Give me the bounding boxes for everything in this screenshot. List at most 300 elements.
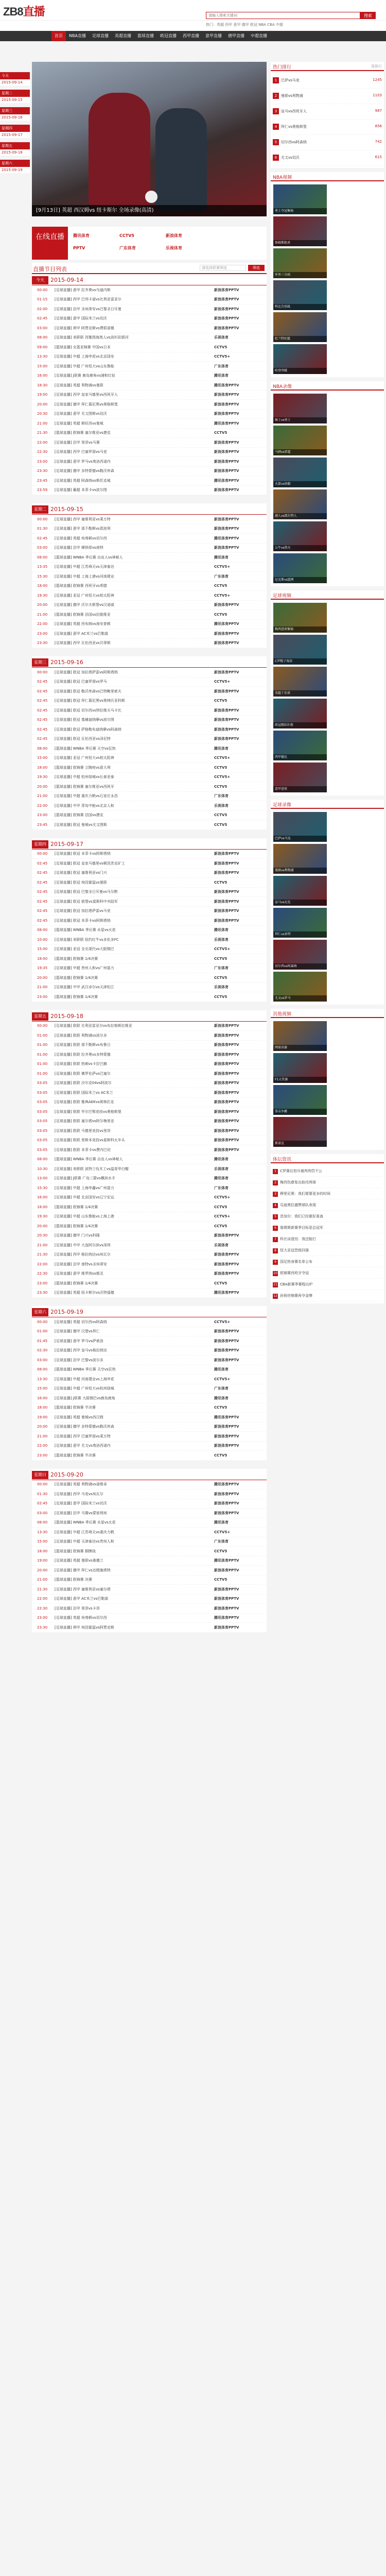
schedule-row[interactable] xyxy=(32,1098,267,1108)
match-title[interactable]: [足球直播] 欧联 本菲卡vs费内巴切 xyxy=(55,1147,111,1152)
schedule-row[interactable] xyxy=(32,916,267,926)
match-channel[interactable]: 新浪体育PPTV xyxy=(214,670,239,674)
schedule-row[interactable] xyxy=(32,448,267,457)
match-title[interactable]: [足球直播] 欧联 拉齐奥vs多特蒙德 xyxy=(55,1052,111,1057)
schedule-row[interactable] xyxy=(32,754,267,764)
match-title[interactable]: [篮球直播] 欧锦赛 铜牌战 xyxy=(55,1549,96,1553)
schedule-row[interactable] xyxy=(32,850,267,859)
schedule-row[interactable] xyxy=(32,515,267,524)
schedule-row[interactable] xyxy=(32,1614,267,1623)
video-caption[interactable]: 公牛vs热火 xyxy=(273,545,327,551)
schedule-row[interactable] xyxy=(32,1145,267,1155)
video-caption[interactable]: 意甲进球 xyxy=(273,786,327,792)
video-thumbnail[interactable] xyxy=(273,394,327,423)
video-caption[interactable]: 曼联vs利物浦 xyxy=(273,868,327,874)
match-title[interactable]: [篮球直播] 欧锦赛 半决赛 xyxy=(55,1405,96,1410)
match-title[interactable]: [篮球直播] 欧锦赛 法国vs捷克 xyxy=(55,813,103,818)
match-channel[interactable]: CCTV5+ xyxy=(214,947,231,952)
match-title[interactable]: [足球直播] 中超 江苏舜天vs重庆力帆 xyxy=(55,1530,114,1534)
schedule-row[interactable] xyxy=(32,668,267,677)
match-channel[interactable]: 腾讯体育PPTV xyxy=(214,1482,239,1487)
match-channel[interactable]: 腾讯体育PPTV xyxy=(214,383,239,387)
schedule-row[interactable] xyxy=(32,1031,267,1041)
schedule-row[interactable] xyxy=(32,1136,267,1146)
match-channel[interactable]: 新浪体育PPTV xyxy=(214,1444,239,1448)
match-title[interactable]: [足球直播] 英超 阿森纳vs斯托克城 xyxy=(55,478,111,483)
match-title[interactable]: [足球直播] 意甲 国际米兰vs切沃 xyxy=(55,316,107,321)
match-title[interactable]: [足球直播] 西甲 格拉纳达vs埃瓦尔 xyxy=(55,1252,111,1257)
schedule-row[interactable] xyxy=(32,1222,267,1231)
schedule-row[interactable] xyxy=(32,610,267,620)
news-title[interactable]: 瓜迪奥拉盛赞球队表现 xyxy=(280,1203,316,1207)
video-thumbnail[interactable] xyxy=(273,1085,327,1115)
match-channel[interactable]: 新浪体育PPTV xyxy=(214,641,239,646)
match-title[interactable]: [足球直播] 德甲 多特蒙德vs勒沃库森 xyxy=(55,469,114,473)
match-channel[interactable]: 新浪体育PPTV xyxy=(214,402,239,406)
video-caption[interactable]: 火箭vs快船 xyxy=(273,481,327,487)
video-caption[interactable]: 湖人vs凯尔特人 xyxy=(273,513,327,519)
match-title[interactable]: [篮球直播] 欧锦赛 法国vs拉脱维亚 xyxy=(55,612,111,617)
nav-item[interactable]: 意甲直播 xyxy=(205,33,222,38)
match-title[interactable]: [足球直播] 欧联 雅典AEKvs奥林匹克 xyxy=(55,1100,114,1105)
schedule-row[interactable] xyxy=(32,1107,267,1117)
match-channel[interactable]: CCTV5 xyxy=(214,956,227,961)
news-title[interactable]: 詹姆斯新赛季目标是总冠军 xyxy=(280,1226,323,1230)
match-title[interactable]: [足球直播] 意甲 罗马vs弗洛西诺内 xyxy=(55,459,111,464)
match-title[interactable]: [足球直播] 欧联 佛罗伦萨vs巴塞尔 xyxy=(55,1071,111,1076)
news-item[interactable] xyxy=(273,1279,382,1290)
match-channel[interactable]: 新浪体育PPTV xyxy=(214,852,239,856)
rank-label[interactable]: 巴萨vs马竞 xyxy=(281,78,300,82)
match-channel[interactable]: 新浪体育PPTV xyxy=(214,1052,239,1057)
rank-label[interactable]: 拜仁vs奥格斯堡 xyxy=(281,125,307,129)
match-title[interactable]: [足球直播] 英超 斯旺西vs曼城 xyxy=(55,421,103,426)
match-title[interactable]: [足球直播] 荷甲 阿贾克斯vs费耶诺德 xyxy=(55,326,114,330)
match-title[interactable]: [篮球直播] 欧锦赛 西班牙vs希腊 xyxy=(55,584,107,588)
match-title[interactable]: [足球直播] 英超 埃弗顿vs切尔西 xyxy=(55,536,107,540)
schedule-row[interactable] xyxy=(32,897,267,907)
news-title[interactable]: 科比谈退役：我还能打 xyxy=(280,1237,316,1241)
schedule-row[interactable] xyxy=(32,735,267,744)
match-title[interactable]: [足球直播] 欧冠 本菲卡vs阿斯塔纳 xyxy=(55,918,111,923)
schedule-row[interactable] xyxy=(32,381,267,391)
match-channel[interactable]: 腾讯体育PPTV xyxy=(214,536,239,540)
match-title[interactable]: [足球直播] 亚冠 广州恒大vs柏太阳神 xyxy=(55,756,114,760)
schedule-row[interactable] xyxy=(32,1155,267,1165)
schedule-row[interactable] xyxy=(32,1499,267,1509)
match-title[interactable]: [篮球直播] 欧锦赛 1/4决赛 xyxy=(55,975,98,980)
schedule-row[interactable] xyxy=(32,1269,267,1279)
match-title[interactable]: [足球直播] 欧冠 埃因霍温vs曼联 xyxy=(55,880,107,885)
date-box[interactable] xyxy=(0,107,30,121)
match-channel[interactable]: 新浪体育PPTV xyxy=(214,1625,239,1630)
match-channel[interactable]: 新浪体育PPTV xyxy=(214,469,239,473)
match-channel[interactable]: 新浪体育PPTV xyxy=(214,1109,239,1114)
match-channel[interactable]: 腾讯体育PPTV xyxy=(214,478,239,483)
video-caption[interactable]: 詹姆斯绝杀 xyxy=(273,240,327,246)
match-title[interactable]: [足球直播] 西甲 塞维利亚vs塞尔塔 xyxy=(55,1587,111,1591)
video-thumbnail[interactable] xyxy=(273,844,327,874)
news-item[interactable] xyxy=(273,1211,382,1222)
schedule-row[interactable] xyxy=(32,601,267,611)
nav-item[interactable]: NBA直播 xyxy=(69,33,86,38)
match-title[interactable]: [足球直播] 欧联 沙尔克04vs阿波尔 xyxy=(55,1081,112,1086)
match-title[interactable]: [足球直播] 西甲 塞维利亚vs莱万特 xyxy=(55,517,111,521)
video-caption[interactable]: 勇士夺冠集锦 xyxy=(273,208,327,214)
schedule-row[interactable] xyxy=(32,1336,267,1346)
date-box[interactable] xyxy=(0,160,30,173)
match-channel[interactable]: CCTV5 xyxy=(214,880,227,885)
match-title[interactable]: [足球直播] 欧联 利物浦vs波尔多 xyxy=(55,1033,107,1038)
news-title[interactable]: 梅西伤愈复出助攻两球 xyxy=(280,1180,316,1184)
rank-label[interactable]: 曼联vs利物浦 xyxy=(281,94,303,98)
match-title[interactable]: [足球直播] 欧冠 勒沃库森vs巴特鲍里索夫 xyxy=(55,689,121,693)
match-title[interactable]: [足球直播] 中甲 青岛中能vs北京人和 xyxy=(55,803,114,808)
schedule-row[interactable] xyxy=(32,1079,267,1089)
match-title[interactable]: [足球直播] 西甲 皇马vs格拉纳达 xyxy=(55,1348,107,1353)
schedule-row[interactable] xyxy=(32,869,267,878)
nav-item[interactable]: 西甲直播 xyxy=(182,33,199,38)
match-channel[interactable]: 新浪体育PPTV xyxy=(214,1358,239,1362)
match-channel[interactable]: CCTV5 xyxy=(214,822,227,827)
match-channel[interactable]: 新浪体育PPTV xyxy=(214,1262,239,1266)
match-title[interactable]: [足球直播] 欧联 马德里竞技vs里昂 xyxy=(55,1128,111,1133)
match-channel[interactable]: 新浪体育PPTV xyxy=(214,689,239,693)
match-title[interactable]: [足球直播] 德甲 拜仁vs达姆施塔特 xyxy=(55,1568,111,1572)
schedule-row[interactable] xyxy=(32,773,267,783)
schedule-row[interactable] xyxy=(32,639,267,649)
match-channel[interactable]: 新浪体育PPTV xyxy=(214,488,239,493)
match-channel[interactable]: CCTV5 xyxy=(214,345,227,349)
video-thumbnail[interactable] xyxy=(273,457,327,487)
video-thumbnail[interactable] xyxy=(273,603,327,633)
news-item[interactable] xyxy=(273,1256,382,1267)
match-channel[interactable]: 腾讯体育PPTV xyxy=(214,622,239,626)
news-title[interactable]: 欧锦赛西班牙夺冠 xyxy=(280,1271,309,1275)
news-item[interactable] xyxy=(273,1199,382,1211)
match-title[interactable]: [足球直播] 亚冠 广州恒大vs柏太阳神 xyxy=(55,593,114,598)
schedule-row[interactable] xyxy=(32,524,267,534)
match-title[interactable]: [足球直播] 德甲 沃尔夫斯堡vs汉诺威 xyxy=(55,603,114,607)
match-title[interactable]: [足球直播] 西甲 巴列卡诺vs比利亚雷亚尔 xyxy=(55,297,121,302)
match-channel[interactable]: CCTV5+ xyxy=(214,1319,231,1324)
match-title[interactable]: [足球直播] 中超 天津泰达vs贵州人和 xyxy=(55,1539,114,1544)
match-channel[interactable]: CCTV5+ xyxy=(214,1377,231,1381)
channel-logo[interactable]: CCTV5 xyxy=(119,233,134,238)
video-thumbnail[interactable] xyxy=(273,489,327,519)
match-channel[interactable]: 新浪体育PPTV xyxy=(214,297,239,302)
match-channel[interactable]: CCTV5 xyxy=(214,584,227,588)
schedule-row[interactable] xyxy=(32,352,267,362)
video-thumbnail[interactable] xyxy=(273,216,327,246)
match-channel[interactable]: 新浪体育PPTV xyxy=(214,326,239,330)
match-channel[interactable]: 新浪体育PPTV xyxy=(214,393,239,397)
match-title[interactable]: [足球直播] 欧冠 本菲卡vs阿斯塔纳 xyxy=(55,852,111,856)
match-title[interactable]: [足球直播] 英超 曼联vs桑德兰 xyxy=(55,1558,103,1563)
video-caption[interactable]: 西甲德比 xyxy=(273,754,327,760)
match-channel[interactable]: CCTV5 xyxy=(214,1549,227,1553)
channel-logo[interactable]: 乐视体育 xyxy=(166,246,182,250)
date-box[interactable] xyxy=(0,72,30,86)
schedule-row[interactable] xyxy=(32,563,267,572)
match-channel[interactable]: 新浪体育PPTV xyxy=(214,861,239,866)
schedule-row[interactable] xyxy=(32,1279,267,1289)
video-caption[interactable]: 拳击争霸 xyxy=(273,1109,327,1115)
news-title[interactable]: C罗赛后怒斥裁判判罚不公 xyxy=(280,1169,322,1173)
match-channel[interactable]: CCTV5 xyxy=(214,1281,227,1285)
date-box[interactable] xyxy=(0,125,30,138)
schedule-row[interactable] xyxy=(32,716,267,725)
match-title[interactable]: [足球直播] 欧冠 瓦伦西亚vs泽尼特 xyxy=(55,737,111,741)
match-title[interactable]: [足球直播] 欧冠 拜仁慕尼黑vs奥林匹亚科斯 xyxy=(55,699,125,703)
match-channel[interactable]: 新浪体育PPTV xyxy=(214,1425,239,1429)
filter-button[interactable]: 筛选 xyxy=(248,265,265,271)
match-channel[interactable]: 腾讯体育 xyxy=(214,1520,229,1525)
match-channel[interactable]: 广东体育 xyxy=(214,364,229,368)
schedule-row[interactable] xyxy=(32,1241,267,1250)
video-thumbnail[interactable] xyxy=(273,553,327,583)
match-title[interactable]: [足球直播] 西甲 巴塞罗那vs马竞 xyxy=(55,450,107,454)
match-channel[interactable]: 新浪体育PPTV xyxy=(214,1348,239,1353)
match-title[interactable]: [足球直播] 美职联 纽约红牛vs多伦多FC xyxy=(55,937,119,942)
match-channel[interactable]: 新浪体育PPTV xyxy=(214,1501,239,1506)
match-channel[interactable]: 新浪体育PPTV xyxy=(214,1147,239,1152)
match-title[interactable]: [足球直播] 欧冠 加拉塔萨雷vs阿斯塔纳 xyxy=(55,670,118,674)
match-title[interactable]: [足球直播] 意甲 尤文vs弗洛西诺内 xyxy=(55,1444,111,1448)
video-caption[interactable]: 网球决赛 xyxy=(273,1045,327,1051)
match-title[interactable]: [篮球直播] 欧锦赛 半决赛 xyxy=(55,1453,96,1458)
match-title[interactable]: [足球直播] 意甲 AC米兰vs巴勒莫 xyxy=(55,1597,109,1601)
schedule-row[interactable] xyxy=(32,801,267,811)
match-title[interactable]: [足球直播] 欧冠 巴塞罗那vs罗马 xyxy=(55,680,107,684)
schedule-row[interactable] xyxy=(32,697,267,706)
match-title[interactable]: [足球直播] 中超 贵州人和vs广州富力 xyxy=(55,966,114,971)
schedule-row[interactable] xyxy=(32,1566,267,1575)
schedule-row[interactable] xyxy=(32,888,267,897)
news-item[interactable] xyxy=(273,1233,382,1245)
match-channel[interactable]: 新浪体育PPTV xyxy=(214,1606,239,1611)
site-logo[interactable]: ZB8直播 xyxy=(3,5,45,18)
video-caption[interactable]: 梅西进球集锦 xyxy=(273,626,327,633)
schedule-row[interactable] xyxy=(32,744,267,754)
rank-item[interactable] xyxy=(273,73,382,89)
news-item[interactable] xyxy=(273,1165,382,1177)
match-title[interactable]: [足球直播] 中超 河南建业vs上海申花 xyxy=(55,1377,114,1381)
match-channel[interactable]: CCTV5 xyxy=(214,612,227,617)
news-title[interactable]: 孙杨世锦赛再夺金牌 xyxy=(280,1294,312,1298)
schedule-row[interactable] xyxy=(32,419,267,429)
video-thumbnail[interactable] xyxy=(273,426,327,455)
schedule-row[interactable] xyxy=(32,907,267,917)
schedule-row[interactable] xyxy=(32,1050,267,1060)
search-input[interactable] xyxy=(206,12,360,19)
match-title[interactable]: [足球直播] 欧冠 狼堡vs莫斯科中央陆军 xyxy=(55,899,118,904)
video-caption[interactable]: 尤文vs罗马 xyxy=(273,995,327,1002)
match-channel[interactable]: 乐视体育 xyxy=(214,803,229,808)
match-title[interactable]: [足球直播] 英超 利物浦vs曼联 xyxy=(55,383,103,387)
schedule-row[interactable] xyxy=(32,620,267,630)
schedule-row[interactable] xyxy=(32,438,267,448)
news-item[interactable] xyxy=(273,1290,382,1301)
match-title[interactable]: [篮球直播] WNBA 季后赛 自由人vs神秘人 xyxy=(55,1157,123,1162)
match-title[interactable]: [足球直播] 荷甲 埃因霍温vs阿贾克斯 xyxy=(55,1625,114,1630)
match-title[interactable]: [篮球直播] WNBA 季后赛 水星vs火花 xyxy=(55,928,116,933)
schedule-row[interactable] xyxy=(32,1575,267,1585)
schedule-row[interactable] xyxy=(32,1384,267,1394)
schedule-row[interactable] xyxy=(32,534,267,544)
match-title[interactable]: [足球直播] 法甲 巴黎vs波尔多 xyxy=(55,1358,103,1362)
match-channel[interactable]: 新浪体育PPTV xyxy=(214,718,239,722)
schedule-row[interactable] xyxy=(32,1212,267,1222)
match-title[interactable]: [足球直播] 英超 曼城vs西汉姆 xyxy=(55,1415,103,1419)
match-title[interactable]: [足球直播] 中超 江苏舜天vs天津泰达 xyxy=(55,565,114,569)
match-title[interactable]: [足球直播] J联赛 广岛三箭vs横滨水手 xyxy=(55,1176,115,1181)
match-title[interactable]: [足球直播] 欧联 毕尔巴鄂竞技vs奥格斯堡 xyxy=(55,1109,121,1114)
schedule-row[interactable] xyxy=(32,1604,267,1614)
match-channel[interactable]: 新浪体育PPTV xyxy=(214,1138,239,1143)
match-title[interactable]: [篮球直播] WNBA 季后赛 天空vs狂热 xyxy=(55,1367,116,1372)
video-thumbnail[interactable] xyxy=(273,635,327,665)
match-channel[interactable]: 腾讯体育 xyxy=(214,1396,229,1400)
schedule-row[interactable] xyxy=(32,486,267,496)
match-channel[interactable]: 新浪体育PPTV xyxy=(214,1062,239,1066)
schedule-row[interactable] xyxy=(32,782,267,792)
channel-logo[interactable]: PPTV xyxy=(73,246,85,250)
video-caption[interactable]: 尼克斯vs篮网 xyxy=(273,577,327,583)
schedule-row[interactable] xyxy=(32,333,267,343)
match-channel[interactable]: 腾讯体育 xyxy=(214,374,229,378)
match-title[interactable]: [足球直播] 意甲 维罗纳vs都灵 xyxy=(55,1272,103,1276)
match-channel[interactable]: 新浪体育PPTV xyxy=(214,546,239,550)
match-channel[interactable]: 腾讯体育 xyxy=(214,555,229,560)
nav-item[interactable]: 德甲直播 xyxy=(227,33,244,38)
match-title[interactable]: [足球直播] 欧联 里斯本竞技vs莫斯科火车头 xyxy=(55,1138,125,1143)
match-channel[interactable]: CCTV5+ xyxy=(214,680,231,684)
match-title[interactable]: [足球直播] 西甲 马竞vs埃瓦尔 xyxy=(55,1492,103,1496)
match-channel[interactable]: 新浪体育PPTV xyxy=(214,631,239,636)
date-box[interactable] xyxy=(0,142,30,156)
schedule-row[interactable] xyxy=(32,295,267,305)
match-channel[interactable]: 新浪体育PPTV xyxy=(214,871,239,875)
match-channel[interactable]: 新浪体育PPTV xyxy=(214,1043,239,1047)
match-title[interactable]: [足球直播] 德甲 门兴vs科隆 xyxy=(55,1233,100,1238)
match-channel[interactable]: CCTV5 xyxy=(214,1224,227,1228)
match-title[interactable]: [足球直播] 意甲 尤文图斯vs切沃 xyxy=(55,412,107,416)
video-thumbnail[interactable] xyxy=(273,699,327,728)
match-title[interactable]: [足球直播] 意甲 AC米兰vs巴勒莫 xyxy=(55,631,109,636)
match-channel[interactable]: 新浪体育PPTV xyxy=(214,727,239,732)
channel-logo[interactable]: 腾讯体育 xyxy=(73,233,90,238)
news-item[interactable] xyxy=(273,1188,382,1199)
match-channel[interactable]: CCTV5 xyxy=(214,813,227,818)
video-caption[interactable]: C罗帽子戏法 xyxy=(273,658,327,665)
match-channel[interactable]: 新浪体育PPTV xyxy=(214,1597,239,1601)
match-title[interactable]: [足球直播] 西甲 皇家马德里vs西班牙人 xyxy=(55,393,118,397)
match-title[interactable]: [足球直播] 亚冠 全北现代vs大阪钢巴 xyxy=(55,947,114,952)
schedule-row[interactable] xyxy=(32,314,267,324)
news-title[interactable]: 国足热身赛名单公布 xyxy=(280,1260,312,1264)
match-channel[interactable]: 腾讯体育PPTV xyxy=(214,421,239,426)
match-title[interactable]: [篮球直播] 欧锦赛 1/4决赛 xyxy=(55,1205,98,1209)
rank-label[interactable]: 皇马vs西班牙人 xyxy=(281,109,307,113)
match-channel[interactable]: 乐视体育 xyxy=(214,1243,229,1247)
schedule-row[interactable] xyxy=(32,687,267,697)
match-channel[interactable]: 广东体育 xyxy=(214,966,229,971)
match-title[interactable]: [足球直播] 中超 广州恒大vs山东鲁能 xyxy=(55,364,114,368)
match-title[interactable]: [足球直播] 英超 西布朗vs南安普顿 xyxy=(55,622,111,626)
sidebar-box-tab[interactable]: 周排行 xyxy=(371,64,382,69)
video-thumbnail[interactable] xyxy=(273,1053,327,1083)
match-title[interactable]: [足球直播] 法甲 里昂vs马赛 xyxy=(55,440,100,445)
schedule-row[interactable] xyxy=(32,706,267,716)
match-title[interactable]: [篮球直播] 欧锦赛 1/4决赛 xyxy=(55,994,98,999)
hot-links[interactable]: 热门：英超 西甲 意甲 德甲 欧冠 NBA CBA 中超 xyxy=(206,23,283,27)
video-thumbnail[interactable] xyxy=(273,280,327,310)
nav-item[interactable]: 中超直播 xyxy=(250,33,267,38)
match-channel[interactable]: 新浪体育PPTV xyxy=(214,450,239,454)
schedule-row[interactable] xyxy=(32,1528,267,1537)
schedule-row[interactable] xyxy=(32,1451,267,1461)
schedule-row[interactable] xyxy=(32,1202,267,1212)
match-channel[interactable]: 新浪体育PPTV xyxy=(214,459,239,464)
schedule-row[interactable] xyxy=(32,1317,267,1327)
schedule-row[interactable] xyxy=(32,1174,267,1184)
match-channel[interactable]: 新浪体育PPTV xyxy=(214,1272,239,1276)
match-title[interactable]: [篮球直播] 欧锦赛 1/4决赛 xyxy=(55,1224,98,1228)
match-channel[interactable]: 新浪体育PPTV xyxy=(214,1434,239,1438)
match-title[interactable]: [足球直播] 欧冠 巴黎圣日耳曼vs马尔默 xyxy=(55,890,118,894)
schedule-row[interactable] xyxy=(32,476,267,486)
match-channel[interactable]: 广东体育 xyxy=(214,1539,229,1544)
match-channel[interactable]: CCTV5+ xyxy=(214,354,231,359)
match-channel[interactable]: 广东体育 xyxy=(214,1185,229,1190)
match-channel[interactable]: 新浪体育PPTV xyxy=(214,1587,239,1591)
rank-item[interactable] xyxy=(273,135,382,150)
match-channel[interactable]: CCTV5+ xyxy=(214,1195,231,1200)
match-channel[interactable]: 腾讯体育 xyxy=(214,1367,229,1372)
banner-caption[interactable]: [9月13日] 英超 西汉姆vs 纽卡斯尔 全场录像(高清) xyxy=(32,205,267,216)
match-channel[interactable]: CCTV5 xyxy=(214,994,227,999)
schedule-row[interactable] xyxy=(32,467,267,477)
match-channel[interactable]: CCTV5 xyxy=(214,765,227,770)
schedule-row[interactable] xyxy=(32,285,267,295)
match-channel[interactable]: CCTV5 xyxy=(214,1453,227,1458)
schedule-row[interactable] xyxy=(32,983,267,993)
match-channel[interactable]: 新浪体育PPTV xyxy=(214,316,239,321)
schedule-row[interactable] xyxy=(32,859,267,869)
match-channel[interactable]: CCTV5 xyxy=(214,431,227,435)
match-title[interactable]: [足球直播] 法甲 里昂vs卡昂 xyxy=(55,1606,100,1611)
match-channel[interactable]: 新浪体育PPTV xyxy=(214,1128,239,1133)
schedule-row[interactable] xyxy=(32,1509,267,1518)
match-channel[interactable]: 新浪体育PPTV xyxy=(214,1511,239,1515)
match-title[interactable]: [足球直播] 欧冠 萨格勒布迪纳摩vs阿森纳 xyxy=(55,727,121,732)
schedule-row[interactable] xyxy=(32,582,267,591)
match-channel[interactable]: 新浪体育PPTV xyxy=(214,307,239,311)
schedule-row[interactable] xyxy=(32,992,267,1002)
video-caption[interactable]: 斯诺克 xyxy=(273,1141,327,1147)
match-title[interactable]: [篮球直播] 欧锦赛 塞尔维亚vs捷克 xyxy=(55,431,111,435)
schedule-row[interactable] xyxy=(32,1442,267,1451)
news-item[interactable] xyxy=(273,1222,382,1233)
match-channel[interactable]: CCTV5 xyxy=(214,784,227,789)
match-channel[interactable]: 新浪体育PPTV xyxy=(214,412,239,416)
match-channel[interactable]: CCTV5+ xyxy=(214,565,231,569)
match-channel[interactable]: CCTV5 xyxy=(214,1578,227,1582)
match-title[interactable]: [足球直播] 欧冠 皇家马德里vs顿涅茨克矿工 xyxy=(55,861,125,866)
schedule-row[interactable] xyxy=(32,1547,267,1556)
match-channel[interactable]: 新浪体育PPTV xyxy=(214,287,239,292)
